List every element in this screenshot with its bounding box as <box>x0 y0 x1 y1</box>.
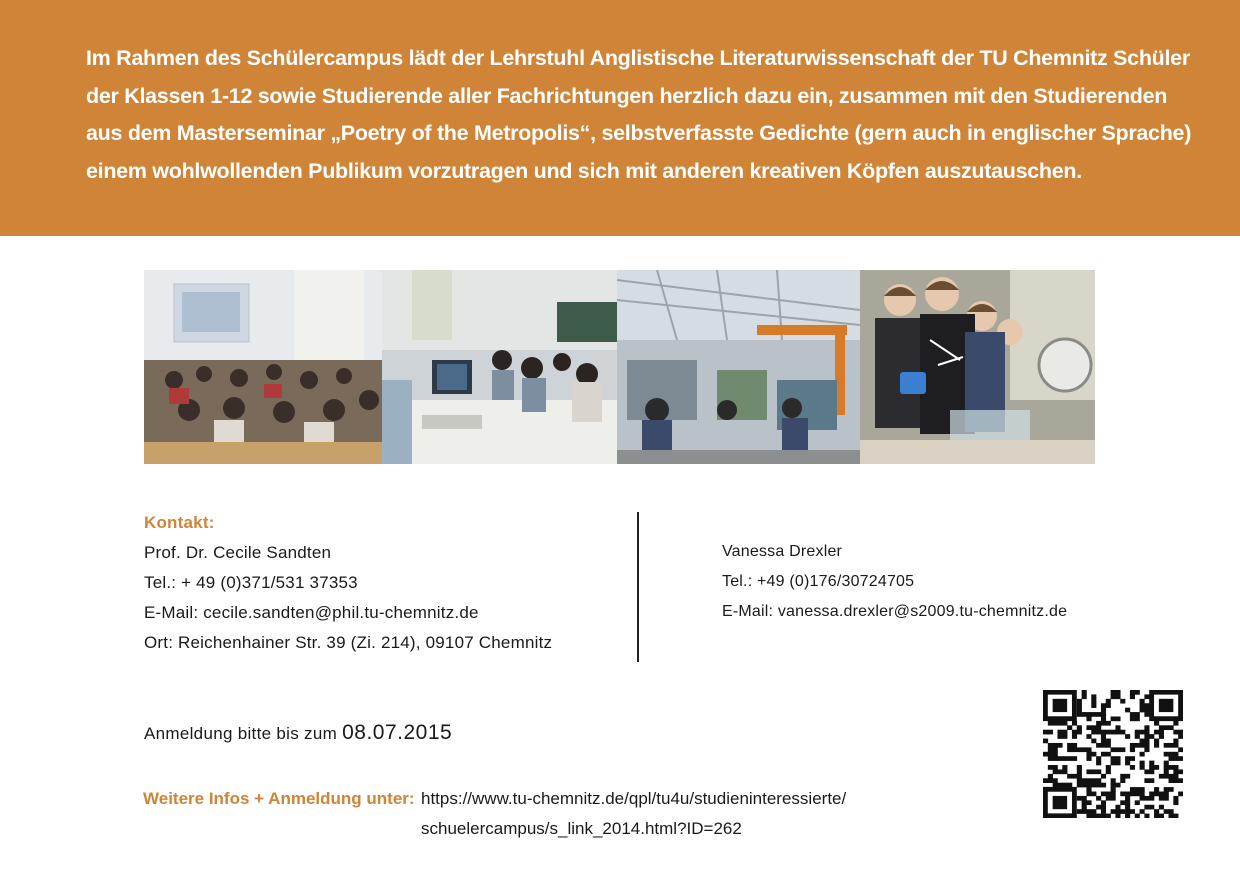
photo-strip <box>144 270 1095 464</box>
contact-email[interactable]: E-Mail: vanessa.drexler@s2009.tu-chemnitz.de <box>722 603 1068 620</box>
contact-divider <box>637 512 639 662</box>
url-line-2[interactable]: schuelercampus/s_link_2014.html?ID=262 <box>421 819 742 838</box>
intro-line: der Klassen 1-12 sowie Studierende aller Fachrichtungen herzlich dazu ein, zusammen mit den Studierenden <box>86 83 1168 108</box>
deadline-prefix: Anmeldung bitte bis zum <box>144 724 338 743</box>
registration-link[interactable] <box>421 784 846 844</box>
computer-lab-photo <box>382 270 617 464</box>
contact-primary <box>144 508 614 658</box>
contact-email[interactable]: E-Mail: cecile.sandten@phil.tu-chemnitz.de <box>144 603 479 622</box>
contact-phone: Tel.: +49 (0)176/30724705 <box>722 573 915 590</box>
contact-location: Ort: Reichenhainer Str. 39 (Zi. 214), 09107 Chemnitz <box>144 633 553 652</box>
students-experiment-photo <box>860 270 1095 464</box>
url-line-1[interactable]: https://www.tu-chemnitz.de/qpl/tu4u/studieninteressierte/ <box>421 789 847 808</box>
registration-deadline <box>144 718 452 749</box>
contact-name: Prof. Dr. Cecile Sandten <box>144 543 332 562</box>
contact-heading: Kontakt: <box>144 513 215 532</box>
more-info-label: Weitere Infos + Anmeldung unter: <box>143 789 415 808</box>
contact-phone: Tel.: + 49 (0)371/531 37353 <box>144 573 358 592</box>
intro-line: aus dem Masterseminar „Poetry of the Metropolis“, selbstverfasste Gedichte (gern auch in englischer Sprache) <box>86 121 1192 145</box>
qr-code-icon <box>1043 690 1183 818</box>
header-banner <box>0 0 1240 236</box>
intro-line: Im Rahmen des Schülercampus lädt der Lehrstuhl Anglistische Literaturwissenschaft der TU Chemnitz Schüler <box>86 46 1190 70</box>
lecture-hall-photo <box>144 270 382 464</box>
more-info-label-block <box>143 784 415 814</box>
contact-name: Vanessa Drexler <box>722 543 843 560</box>
intro-text <box>86 40 1192 190</box>
intro-line: einem wohlwollenden Publikum vorzutragen und sich mit anderen kreativen Köpfen auszutauschen. <box>86 158 1082 183</box>
contact-secondary <box>722 537 1142 627</box>
deadline-date: 08.07.2015 <box>342 721 453 744</box>
workshop-hall-photo <box>617 270 860 464</box>
